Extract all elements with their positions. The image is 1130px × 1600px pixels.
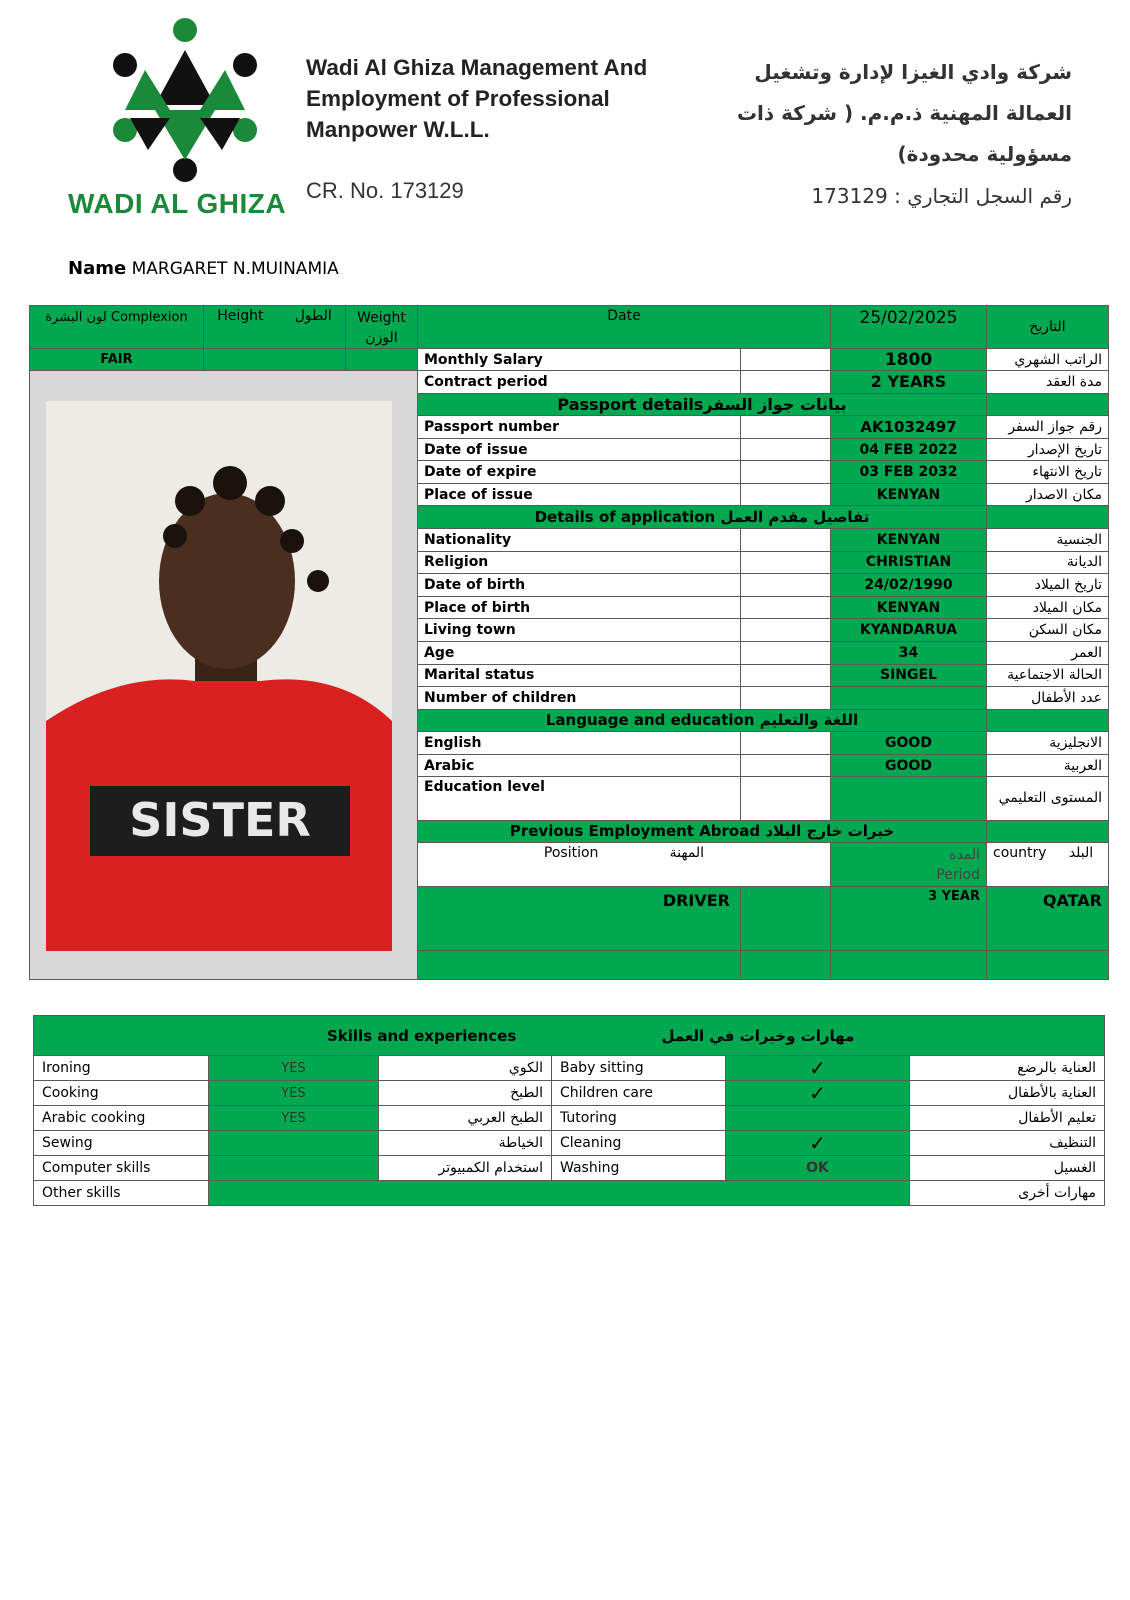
contract-spacer [741, 371, 831, 394]
skill-baby-sitting-label: Baby sitting [552, 1056, 726, 1081]
skills-title-en: Skills and experiences [327, 1026, 517, 1045]
candidate-details-table [29, 305, 1109, 980]
candidate-name-line [68, 258, 339, 279]
issue-place-value: KENYAN [831, 483, 987, 506]
skills-table [33, 1015, 1105, 1206]
expire-date-label-ar: تاريخ الانتهاء [987, 461, 1109, 484]
skill-ironing-ar: الكوي [379, 1056, 552, 1081]
skill-computer-label: Computer skills [34, 1156, 209, 1181]
skill-cleaning-label: Cleaning [552, 1131, 726, 1156]
candidate-photo [30, 371, 418, 979]
religion-label: Religion [418, 551, 741, 574]
shirt-text: SISTER [129, 793, 311, 847]
position-header [418, 843, 831, 887]
skill-sewing-label: Sewing [34, 1131, 209, 1156]
height-label-ar: الطول [294, 308, 332, 324]
issue-date-spacer [741, 438, 831, 461]
height-header [204, 306, 346, 349]
other-skills-value [209, 1181, 910, 1206]
children-spacer [741, 687, 831, 710]
skill-sewing-ar: الخياطة [379, 1131, 552, 1156]
skill-children-care-ar: العناية بالأطفال [910, 1081, 1105, 1106]
issue-place-label: Place of issue [418, 483, 741, 506]
period-value: 3 YEAR [831, 887, 987, 951]
skill-computer-ar: استخدام الكمبيوتر [379, 1156, 552, 1181]
education-label: Education level [418, 777, 741, 820]
skill-washing-label: Washing [552, 1156, 726, 1181]
weight-value [346, 349, 418, 371]
passport-number-label-ar: رقم جواز السفر [987, 416, 1109, 439]
date-label-ar: التاريخ [987, 306, 1109, 349]
skill-ironing-label: Ironing [34, 1056, 209, 1081]
nationality-spacer [741, 529, 831, 552]
passport-number-label: Passport number [418, 416, 741, 439]
company-name-ar: شركة وادي الغيزا لإدارة وتشغيل العمالة المهنية ذ.م.م. ( شركة ذات مسؤولية محدودة) [736, 60, 1072, 166]
passport-number-value: AK1032497 [831, 416, 987, 439]
skill-cooking-ar: الطبخ [379, 1081, 552, 1106]
issue-place-spacer [741, 483, 831, 506]
complexion-header: لون البشرة Complexion [30, 306, 204, 349]
living-town-label: Living town [418, 619, 741, 642]
logo-wordmark: WADI AL GHIZA [68, 188, 287, 219]
employment-section-end [987, 820, 1109, 843]
period-label: Period [936, 867, 980, 884]
skill-baby-sitting-ar: العناية بالرضع [910, 1056, 1105, 1081]
language-section-end [987, 709, 1109, 732]
employment-blank-2 [741, 950, 831, 979]
expire-date-value: 03 FEB 2032 [831, 461, 987, 484]
skill-cooking-value: YES [209, 1081, 379, 1106]
skill-computer-value [209, 1156, 379, 1181]
age-value: 34 [831, 641, 987, 664]
skills-title-ar: مهارات وخبرات في العمل [661, 1026, 855, 1045]
arabic-value: GOOD [831, 754, 987, 777]
position-value: DRIVER [418, 887, 741, 951]
education-spacer [741, 777, 831, 820]
period-label-ar: المدة [949, 847, 980, 864]
country-label-ar: البلد [1068, 845, 1094, 862]
employment-blank-3 [831, 950, 987, 979]
skill-washing-ar: الغسيل [910, 1156, 1105, 1181]
cr-number-ar: رقم السجل التجاري : 173129 [811, 184, 1072, 208]
skill-tutoring-value [726, 1106, 910, 1131]
language-section-title: Language and education اللغة والتعليم [418, 709, 987, 732]
birth-place-label: Place of birth [418, 596, 741, 619]
skill-ironing-value: YES [209, 1056, 379, 1081]
height-label-en: Height [217, 308, 264, 324]
contract-label: Contract period [418, 371, 741, 394]
skills-title [34, 1016, 1105, 1056]
age-spacer [741, 641, 831, 664]
age-label-ar: العمر [987, 641, 1109, 664]
marital-status-value: SINGEL [831, 664, 987, 687]
date-header: Date [418, 306, 831, 349]
skill-children-care-label: Children care [552, 1081, 726, 1106]
height-value [204, 349, 346, 371]
birth-date-label-ar: تاريخ الميلاد [987, 574, 1109, 597]
skill-arabic-cooking-label: Arabic cooking [34, 1106, 209, 1131]
skill-washing-value: OK [726, 1156, 910, 1181]
english-label: English [418, 732, 741, 755]
position-label-ar: المهنة [669, 845, 705, 862]
position-label: Position [543, 845, 599, 862]
expire-date-label: Date of expire [418, 461, 741, 484]
cr-number: CR. No. 173129 [306, 178, 464, 203]
religion-spacer [741, 551, 831, 574]
marital-status-spacer [741, 664, 831, 687]
issue-place-label-ar: مكان الاصدار [987, 483, 1109, 506]
country-value: QATAR [987, 887, 1109, 951]
english-spacer [741, 732, 831, 755]
birth-date-spacer [741, 574, 831, 597]
weight-header: Weight الوزن [346, 306, 418, 349]
issue-date-value: 04 FEB 2022 [831, 438, 987, 461]
passport-number-spacer [741, 416, 831, 439]
birth-place-value: KENYAN [831, 596, 987, 619]
employment-blank-1 [418, 950, 741, 979]
birth-place-label-ar: مكان الميلاد [987, 596, 1109, 619]
issue-date-label-ar: تاريخ الإصدار [987, 438, 1109, 461]
skill-baby-sitting-check-icon: ✓ [726, 1056, 910, 1081]
skill-sewing-value [209, 1131, 379, 1156]
living-town-spacer [741, 619, 831, 642]
arabic-spacer [741, 754, 831, 777]
photo-cell [30, 371, 418, 980]
skill-children-care-check-icon: ✓ [726, 1081, 910, 1106]
skill-cleaning-check-icon: ✓ [726, 1131, 910, 1156]
religion-label-ar: الديانة [987, 551, 1109, 574]
application-section-title: Details of application تفاصيل مقدم العمل [418, 506, 987, 529]
country-header [987, 843, 1109, 887]
birth-date-value: 24/02/1990 [831, 574, 987, 597]
skill-tutoring-label: Tutoring [552, 1106, 726, 1131]
salary-spacer [741, 349, 831, 371]
birth-place-spacer [741, 596, 831, 619]
contract-label-ar: مدة العقد [987, 371, 1109, 394]
issue-date-label: Date of issue [418, 438, 741, 461]
children-label: Number of children [418, 687, 741, 710]
period-header [831, 843, 987, 887]
expire-date-spacer [741, 461, 831, 484]
application-section-end [987, 506, 1109, 529]
arabic-label: Arabic [418, 754, 741, 777]
education-value [831, 777, 987, 820]
marital-status-label-ar: الحالة الاجتماعية [987, 664, 1109, 687]
nationality-label: Nationality [418, 529, 741, 552]
name-label: Name [68, 258, 127, 279]
religion-value: CHRISTIAN [831, 551, 987, 574]
children-value [831, 687, 987, 710]
nationality-label-ar: الجنسية [987, 529, 1109, 552]
living-town-label-ar: مكان السكن [987, 619, 1109, 642]
arabic-label-ar: العربية [987, 754, 1109, 777]
skill-cleaning-ar: التنظيف [910, 1131, 1105, 1156]
children-label-ar: عدد الأطفال [987, 687, 1109, 710]
country-label: country [993, 845, 1047, 862]
skill-arabic-cooking-ar: الطبخ العربي [379, 1106, 552, 1131]
passport-section-title: Passport detailsبيانات جواز السفر [418, 393, 987, 416]
marital-status-label: Marital status [418, 664, 741, 687]
age-label: Age [418, 641, 741, 664]
contract-value: 2 YEARS [831, 371, 987, 394]
english-value: GOOD [831, 732, 987, 755]
candidate-name: MARGARET N.MUINAMIA [131, 259, 339, 279]
education-label-ar: المستوى التعليمي [987, 777, 1109, 820]
employment-section-title: Previous Employment Abroad خبرات خارج البلاد [418, 820, 987, 843]
living-town-value: KYANDARUA [831, 619, 987, 642]
other-skills-label: Other skills [34, 1181, 209, 1206]
salary-value: 1800 [831, 349, 987, 371]
birth-date-label: Date of birth [418, 574, 741, 597]
passport-section-end [987, 393, 1109, 416]
skill-arabic-cooking-value: YES [209, 1106, 379, 1131]
nationality-value: KENYAN [831, 529, 987, 552]
salary-label: Monthly Salary [418, 349, 741, 371]
english-label-ar: الانجليزية [987, 732, 1109, 755]
skill-cooking-label: Cooking [34, 1081, 209, 1106]
complexion-value: FAIR [30, 349, 204, 371]
employment-blank-4 [987, 950, 1109, 979]
date-value: 25/02/2025 [831, 306, 987, 349]
other-skills-ar: مهارات أخرى [910, 1181, 1105, 1206]
salary-label-ar: الراتب الشهري [987, 349, 1109, 371]
position-value-spacer [741, 887, 831, 951]
company-name-en: Wadi Al Ghiza Management And Employment of Professional Manpower W.L.L. [306, 55, 648, 142]
skill-tutoring-ar: تعليم الأطفال [910, 1106, 1105, 1131]
